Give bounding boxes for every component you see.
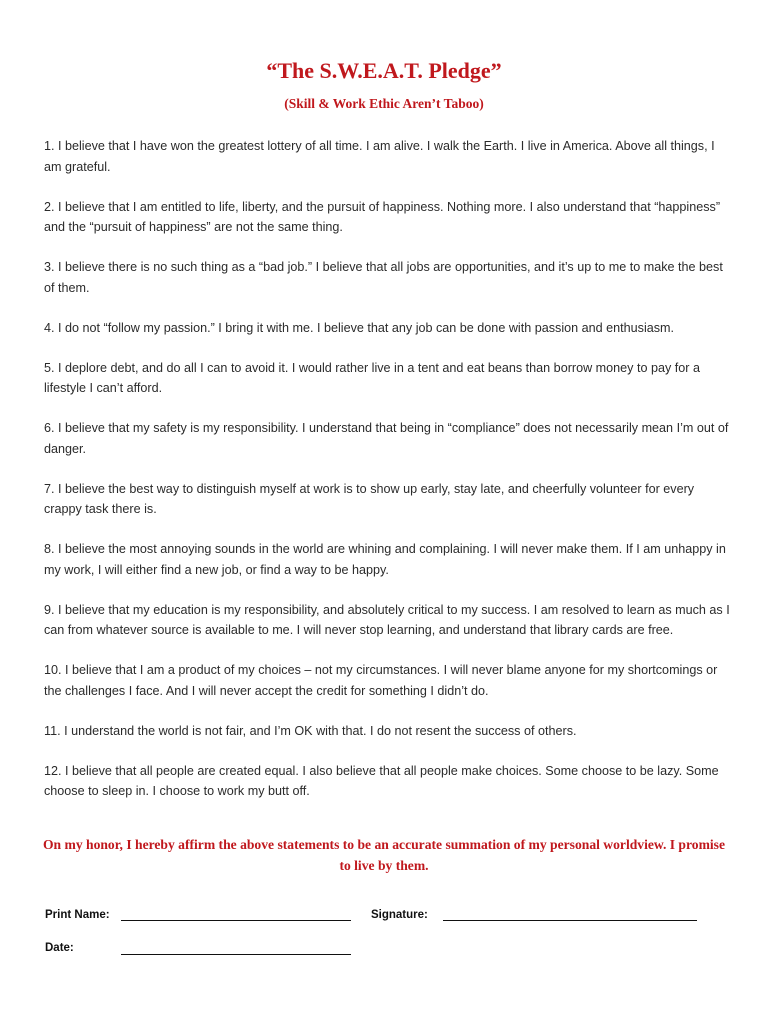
pledge-item-3: 3. I believe there is no such thing as a “bad job.” I believe that all jobs are opportunities, and it’s up to me to make the best of them. — [44, 260, 723, 295]
pledge-list — [44, 136, 734, 821]
pledge-item-6: 6. I believe that my safety is my responsibility. I understand that being in “compliance” does not necessarily mean I’m out of danger. — [44, 421, 729, 456]
page-title: “The S.W.E.A.T. Pledge” — [266, 58, 502, 83]
signature-label: Signature: — [371, 909, 428, 921]
pledge-item-1: 1. I believe that I have won the greatest lottery of all time. I am alive. I walk the Earth. I live in America. Above all things, I am grateful. — [44, 139, 715, 174]
print-name-line[interactable] — [121, 920, 351, 921]
pledge-item-10: 10. I believe that I am a product of my choices – not my circumstances. I will never blame anyone for my shortcomings or the challenges I face. And I will never accept the credit for something I didn’t do. — [44, 663, 718, 698]
date-line[interactable] — [121, 954, 351, 955]
page-subtitle: (Skill & Work Ethic Aren’t Taboo) — [284, 96, 484, 111]
pledge-item-2: 2. I believe that I am entitled to life, liberty, and the pursuit of happiness. Nothing more. I also understand that “happiness” and the “pursuit of happiness” are not the same thing. — [44, 199, 721, 234]
pledge-item-7: 7. I believe the best way to distinguish myself at work is to show up early, stay late, and cheerfully volunteer for every crappy task there is. — [44, 481, 695, 516]
pledge-item-12: 12. I believe that all people are created equal. I also believe that all people make choices. Some choose to be lazy. Some choose to sleep in. I choose to work my butt off. — [44, 763, 719, 798]
pledge-item-4: 4. I do not “follow my passion.” I bring it with me. I believe that any job can be done with passion and enthusiasm. — [44, 320, 675, 335]
pledge-item-5: 5. I deplore debt, and do all I can to avoid it. I would rather live in a tent and eat beans than borrow money to pay for a lifestyle I can’t afford. — [44, 360, 700, 395]
affirmation-statement: On my honor, I hereby affirm the above statements to be an accurate summation of my personal worldview. I promise to live by them. — [42, 837, 726, 873]
pledge-item-8: 8. I believe the most annoying sounds in the world are whining and complaining. I will never make them. If I am unhappy in my work, I will either find a new job, or find a way to be happy. — [44, 542, 726, 577]
date-label: Date: — [45, 942, 74, 954]
pledge-item-11: 11. I understand the world is not fair, and I’m OK with that. I do not resent the success of others. — [44, 723, 577, 738]
print-name-label: Print Name: — [45, 909, 110, 921]
signature-line[interactable] — [443, 920, 697, 921]
pledge-item-9: 9. I believe that my education is my responsibility, and absolutely critical to my success. I am resolved to learn as much as I can from whatever source is available to me. I will never stop learning, and understand that library cards are free. — [44, 602, 730, 637]
